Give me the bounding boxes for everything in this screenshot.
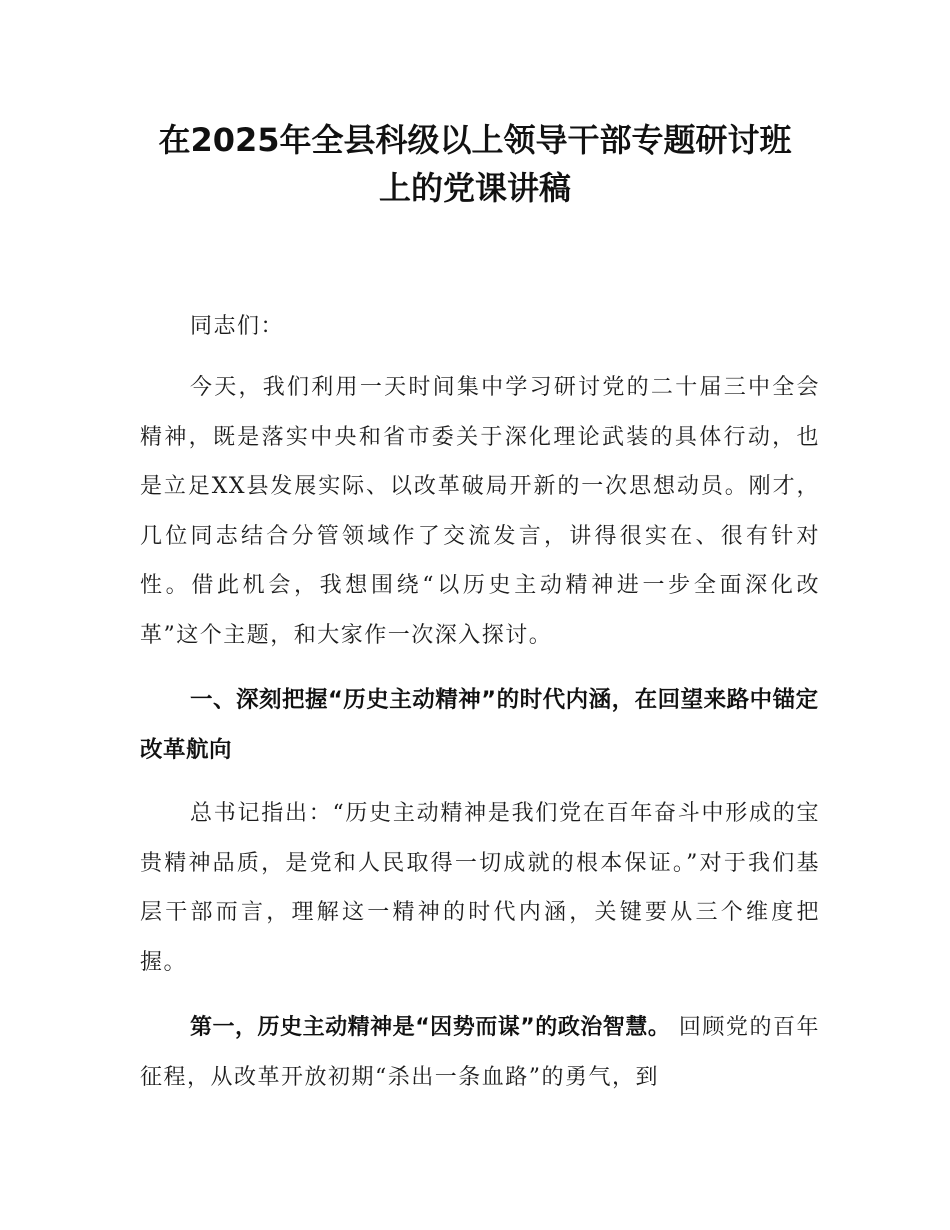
paragraph-quote: 总书记指出：“历史主动精神是我们党在百年奋斗中形成的宝贵精神品质，是党和人民取得一切成就的根本保证。”对于我们基层干部而言，理解这一精神的时代内涵，关键要从三个维度把握。 [140,801,820,975]
paragraph-first-point [140,1003,820,1102]
opening-paragraph: 今天，我们利用一天时间集中学习研讨党的二十届三中全会精神，既是落实中央和省市委关于深化理论武装的具体行动，也是立足XX县发展实际、以改革破局开新的一次思想动员。刚才，几位同志结合分管领域作了交流发言，讲得很实在、很有针对性。借此机会，我想围绕“以历史主动精神进一步全面深化改革”这个主题，和大家作一次深入探讨。 [140,375,820,648]
document-title-line2: 上的党课讲稿 [378,169,571,207]
first-point-text: 回顾党的百年征程，从改革开放初期“杀出一条血路”的勇气，到 [140,1015,820,1090]
first-point-lead: 第一，历史主动精神是“因势而谋”的政治智慧。 [190,1015,671,1040]
document-title-line1: 在2025年全县科级以上领导干部专题研讨班 [158,121,792,159]
salutation: 同志们： [190,314,285,339]
section-heading-1: 一、深刻把握“历史主动精神”的时代内涵，在回望来路中锚定改革航向 [140,687,819,763]
